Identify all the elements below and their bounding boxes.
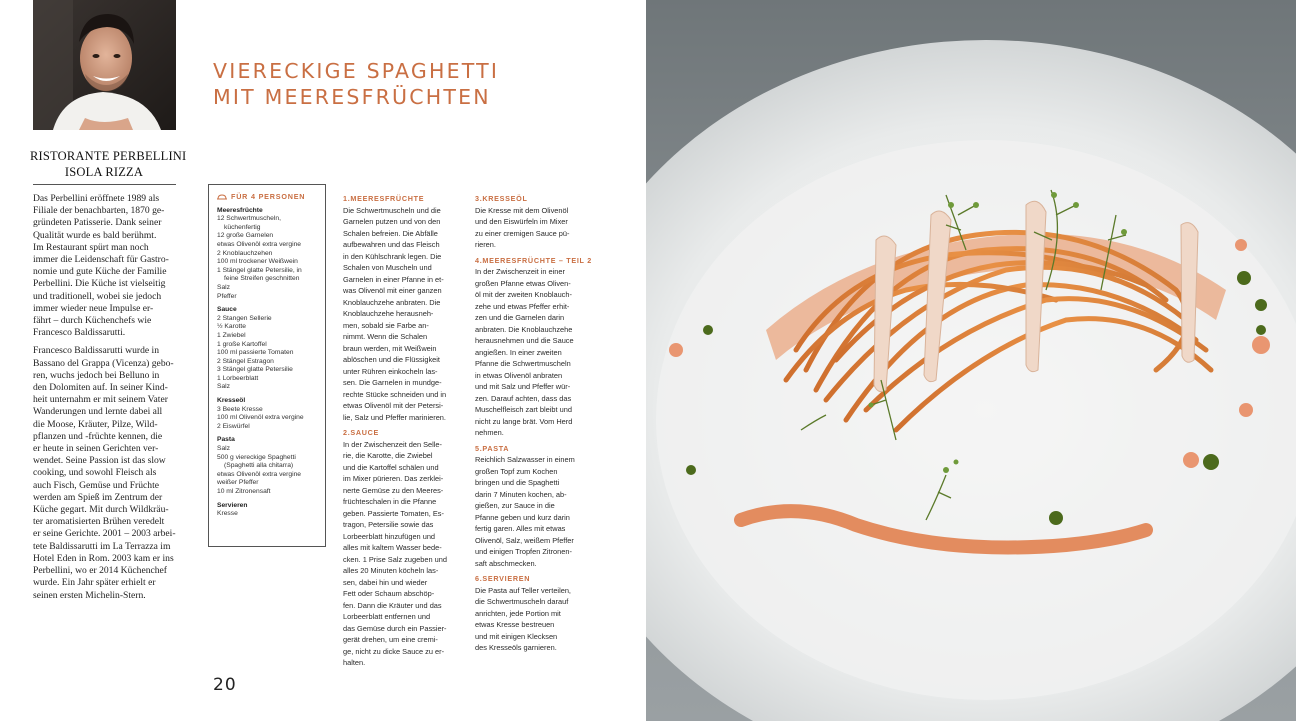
ingredient-item: 2 Stängel Estragon xyxy=(217,357,274,365)
text-line: er heute in seinen Gerichten ver- xyxy=(33,443,159,455)
text-line: Im Restaurant spürt man noch xyxy=(33,241,149,253)
text-line: gründeten Patisserie. Dank seiner xyxy=(33,217,162,229)
text-line: Francesco Baldissarutti. xyxy=(33,327,126,339)
ingredient-item: etwas Olivenöl extra vergine xyxy=(217,470,302,478)
ingredient-item: Salz xyxy=(217,445,231,453)
restaurant-bio xyxy=(33,193,181,608)
restaurant-name-line2: ISOLA RIZZA xyxy=(64,165,144,179)
ingredient-item: 2 Eiswürfel xyxy=(217,422,250,430)
text-line: Filiale der benachbarten, 1870 ge- xyxy=(33,205,165,217)
text-line: großen Topf zum Kochen xyxy=(475,466,558,476)
ingredient-section-title: Sauce xyxy=(217,306,237,314)
ingredient-item: 2 Knoblauchzehen xyxy=(217,249,273,257)
text-line: das Gemüse durch ein Passier- xyxy=(343,623,447,633)
text-line: und traditionell, wobei sie jedoch xyxy=(33,290,162,302)
text-line: saft abschmecken. xyxy=(475,558,537,568)
text-line: etwas Olivenöl mit der Petersi- xyxy=(343,401,444,410)
steps-column-1 xyxy=(343,192,465,673)
restaurant-name xyxy=(30,148,187,180)
text-line: cken. 1 Prise Salz zugeben und xyxy=(343,554,447,564)
text-line: lie, Salz und Pfeffer marinieren. xyxy=(343,412,446,422)
text-line: immer wieder neue Impulse er- xyxy=(33,302,154,314)
text-line: herausnehmen und die Sauce xyxy=(475,336,574,345)
dish-photo xyxy=(646,0,1296,721)
text-line: im Mixer pürieren. Das zerklei- xyxy=(343,474,444,483)
bio-paragraph-2 xyxy=(33,345,181,601)
text-line: ge, nicht zu dicke Sauce zu er- xyxy=(343,646,445,656)
text-line: gerät drehen, um eine cremi- xyxy=(343,635,438,644)
text-line: Lorbeerblatt entfernen und xyxy=(343,612,431,621)
step-heading: 5.PASTA xyxy=(475,443,510,453)
text-line: fertig garen. Alles mit etwas xyxy=(475,524,566,533)
text-line: alles mit kaltem Wasser bede- xyxy=(343,543,442,552)
text-line: Das Perbellini eröffnete 1989 als xyxy=(33,193,160,204)
text-line: In der Zwischenzeit in einer xyxy=(475,267,565,276)
text-line: Wanderungen und lernte dabei all xyxy=(33,406,163,418)
ingredient-item: 100 ml Olivenöl extra vergine xyxy=(217,414,304,422)
text-line: tete Baldissarutti im La Terrazza im xyxy=(33,540,171,552)
restaurant-name-line1: RISTORANTE PERBELLINI xyxy=(30,149,187,163)
text-line: Reichlich Salzwasser in einem xyxy=(475,455,575,464)
text-line: nicht zu lange brät. Vom Herd xyxy=(475,416,573,426)
text-line: in etwas Olivenöl anbraten xyxy=(475,370,563,380)
text-line: ablöschen und die Flüssigkeit xyxy=(343,355,440,364)
text-line: Muschelfleisch zart bleibt und xyxy=(475,405,572,414)
text-line: Francesco Baldissarutti wurde in xyxy=(33,345,160,357)
text-line: fährt – durch Küchenchefs wie xyxy=(33,315,152,327)
ingredient-item: 1 Lorbeerblatt xyxy=(217,374,259,382)
ingredient-item: 3 Stängel glatte Petersilie xyxy=(217,366,293,374)
text-line: nimmt. Wenn die Schalen xyxy=(343,332,428,341)
ingredient-item: (Spaghetti alla chitarra) xyxy=(224,462,294,470)
ingredient-item: weißer Pfeffer xyxy=(217,479,259,487)
steps-column-2 xyxy=(475,192,597,658)
text-line: Die Schwertmuscheln und die xyxy=(343,205,441,215)
step-text xyxy=(475,454,597,569)
text-line: Schalen von Muscheln und xyxy=(343,263,432,272)
text-line: und einigen Tropfen Zitronen- xyxy=(475,547,572,556)
text-line: Schalen befreien. Die Abfälle xyxy=(343,228,438,238)
ingredients-list xyxy=(217,207,319,519)
ingredient-item: 1 große Kartoffel xyxy=(217,340,267,348)
text-line: Garnelen in einer Pfanne in et- xyxy=(343,274,444,284)
text-line: Knoblauchzehe herausneh- xyxy=(343,309,434,318)
text-line: Fett oder Schaum abschöp- xyxy=(343,589,435,598)
ingredient-section-title: Kresseöl xyxy=(217,397,246,405)
text-line: angießen. In einer zweiten xyxy=(475,347,562,357)
text-line: und die Kartoffel schälen und xyxy=(343,462,439,472)
text-line: Küche gegart. Mit durch Wildkräu- xyxy=(33,504,169,516)
ingredient-item: ½ Karotte xyxy=(217,323,246,331)
text-line: fen. Dann die Kräuter und das xyxy=(343,600,442,610)
ingredient-section xyxy=(217,207,319,302)
ingredients-heading-label: FÜR 4 PERSONEN xyxy=(231,192,306,201)
text-line: zen. Darauf achten, dass das xyxy=(475,393,572,403)
text-line: nerte Gemüse zu den Meeres- xyxy=(343,485,444,495)
ingredient-item: Salz xyxy=(217,283,231,291)
text-line: Knoblauchzehe anbraten. Die xyxy=(343,297,441,307)
text-line: zehe und etwas Pfeffer erhit- xyxy=(475,301,570,311)
text-line: des Kresseöls garnieren. xyxy=(475,643,557,652)
ingredient-item: 1 Zwiebel xyxy=(217,331,246,339)
divider xyxy=(33,184,176,185)
ingredient-section-title: Pasta xyxy=(217,436,235,444)
text-line: früchteschalen in die Pfanne xyxy=(343,497,437,506)
chef-portrait-image xyxy=(33,0,176,130)
step-text xyxy=(475,585,597,654)
ingredient-item: 12 Schwertmuscheln, xyxy=(217,215,281,223)
text-line: Perbellini. Die Küche ist vielseitig xyxy=(33,278,166,290)
text-line: die Moose, Kräuter, Pilze, Wild- xyxy=(33,418,158,430)
text-line: und mit Salz und Pfeffer wür- xyxy=(475,382,571,391)
text-line: rie, die Karotte, die Zwiebel xyxy=(343,451,433,460)
text-line: gießen, zur Sauce in die xyxy=(475,501,555,510)
ingredients-box xyxy=(208,184,326,547)
text-line: und den Eiswürfeln im Mixer xyxy=(475,217,568,226)
text-line: zen und die Garnelen darin xyxy=(475,313,565,322)
text-line: den Dolomiten auf. In seiner Kind- xyxy=(33,382,168,394)
ingredient-item: Salz xyxy=(217,383,231,391)
step-text xyxy=(475,205,597,251)
text-line: rieren. xyxy=(475,240,496,249)
step-heading: 2.SAUCE xyxy=(343,428,380,437)
text-line: wendet. Seine Passion ist das slow xyxy=(33,455,166,467)
text-line: sen, dabei hin und wieder xyxy=(343,577,428,587)
text-line: Die Pasta auf Teller verteilen, xyxy=(475,585,571,595)
text-line: anbraten. Die Knoblauchzehe xyxy=(475,324,573,334)
ingredients-heading xyxy=(217,193,319,202)
text-line: etwas Kresse bestreuen xyxy=(475,620,555,629)
text-line: Lorbeerblatt hinzufügen und xyxy=(343,531,436,541)
text-line: alles 20 Minuten köcheln las- xyxy=(343,566,439,575)
ingredient-item: 3 Beete Kresse xyxy=(217,405,263,413)
text-line: pflanzen und -früchte kennen, die xyxy=(33,430,163,442)
ingredient-section-title: Meeresfrüchte xyxy=(217,206,263,214)
ingredient-item: Pfeffer xyxy=(217,292,237,300)
text-line: anrichten, jede Portion mit xyxy=(475,608,561,618)
text-line: und mit einigen Klecksen xyxy=(475,631,558,641)
recipe-title-line1: VIERECKIGE SPAGHETTI xyxy=(213,59,500,83)
text-line: Hotel Eden in Rom. 2003 kam er ins xyxy=(33,552,174,564)
text-line: cooking, und sowohl Fleisch als xyxy=(33,467,157,479)
text-line: Pfanne geben und kurz darin xyxy=(475,512,570,522)
ingredient-item: 100 ml passierte Tomaten xyxy=(217,349,294,357)
text-line: Perbellini, wo er 2014 Küchenchef xyxy=(33,565,168,577)
text-line: wurde. Ein Jahr später erhielt er xyxy=(33,577,156,589)
text-line: zu einer cremigen Sauce pü- xyxy=(475,228,570,238)
ingredient-item: 10 ml Zitronensaft xyxy=(217,488,271,495)
ingredient-item: Kresse xyxy=(217,510,238,518)
text-line: Olivenöl, Salz, weißem Pfeffer xyxy=(475,535,574,545)
text-line: in den Kühlschrank legen. Die xyxy=(343,251,442,261)
text-line: ren, wuchs jedoch bei Belluno in xyxy=(33,369,160,381)
step-text xyxy=(343,439,465,669)
text-line: darin 7 Minuten kochen, ab- xyxy=(475,489,567,499)
text-line: braun werden, mit Weißwein xyxy=(343,343,437,353)
recipe-title xyxy=(213,58,499,110)
ingredient-section xyxy=(217,397,319,431)
step-heading: 1.MEERESFRÜCHTE xyxy=(343,194,425,203)
text-line: Garnelen putzen und von den xyxy=(343,217,441,226)
text-line: nehmen. xyxy=(475,428,504,437)
ingredient-item: küchenfertig xyxy=(224,223,261,231)
ingredient-item: 100 ml trockener Weißwein xyxy=(217,258,298,266)
text-line: rechte Stücke schneiden und in xyxy=(343,389,447,399)
text-line: Die Kresse mit dem Olivenöl xyxy=(475,205,569,215)
ingredient-section xyxy=(217,306,319,392)
ingredient-item: 12 große Garnelen xyxy=(217,232,274,240)
step-heading: 3.KRESSEÖL xyxy=(475,194,528,203)
text-line: bringen und die Spaghetti xyxy=(475,478,560,487)
text-line: werden am Spieß im Zentrum der xyxy=(33,491,163,503)
text-line: sen. Die Garnelen in mundge- xyxy=(343,378,442,387)
ingredient-item: feine Streifen geschnitten xyxy=(224,275,300,283)
ingredient-item: 2 Stangen Sellerie xyxy=(217,314,272,322)
text-line: Bassano del Grappa (Vicenza) gebo- xyxy=(33,357,174,369)
recipe-title-line2: MIT MEERESFRÜCHTEN xyxy=(213,85,491,109)
text-line: immer die Leidenschaft für Gastro- xyxy=(33,254,169,266)
page-number: 20 xyxy=(213,675,237,695)
text-line: ter aromatisierten Brühen veredelt xyxy=(33,516,165,528)
text-line: unter Rühren einkocheln las- xyxy=(343,366,438,376)
ingredient-item: etwas Olivenöl extra vergine xyxy=(217,240,302,248)
text-line: großen Pfanne etwas Oliven- xyxy=(475,278,571,288)
text-line: Pfanne die Schwertmuscheln xyxy=(475,359,571,368)
text-line: öl mit der zweiten Knoblauch- xyxy=(475,290,572,299)
ingredient-item: 1 Stängel glatte Petersilie, in xyxy=(217,266,302,274)
text-line: was Olivenöl mit einer ganzen xyxy=(343,286,442,295)
text-line: nomie und gute Küche der Familie xyxy=(33,266,167,278)
step-text xyxy=(343,205,465,424)
step-heading: 4.MEERESFRÜCHTE – TEIL 2 xyxy=(475,255,592,265)
text-line: In der Zwischenzeit den Selle- xyxy=(343,439,443,449)
step-text xyxy=(475,266,597,439)
text-line: auch Fisch, Gemüse und Früchte xyxy=(33,479,160,491)
serving-icon xyxy=(217,194,227,200)
ingredient-section xyxy=(217,502,319,519)
text-line: geben. Passierte Tomaten, Es- xyxy=(343,508,444,518)
text-line: Qualität wurde es bald berühmt. xyxy=(33,229,157,241)
text-line: men, sobald sie Farbe an- xyxy=(343,320,429,330)
text-line: die Schwertmuscheln darauf xyxy=(475,597,569,606)
text-line: heit unternahm er mit seinem Vater xyxy=(33,394,168,406)
text-line: tragon, Petersilie sowie das xyxy=(343,520,434,529)
text-line: aufbewahren und das Fleisch xyxy=(343,240,440,249)
ingredient-section-title: Servieren xyxy=(217,501,248,509)
ingredient-section xyxy=(217,436,319,496)
bio-paragraph-1 xyxy=(33,193,181,339)
step-heading: 6.SERVIEREN xyxy=(475,574,531,583)
text-line: halten. xyxy=(343,658,366,667)
left-page xyxy=(0,0,646,721)
text-line: seinen ersten Michelin-Stern. xyxy=(33,589,146,601)
text-line: er seine Gerichte. 2001 – 2003 arbei- xyxy=(33,528,176,540)
ingredient-item: 500 g viereckige Spaghetti xyxy=(217,453,296,461)
